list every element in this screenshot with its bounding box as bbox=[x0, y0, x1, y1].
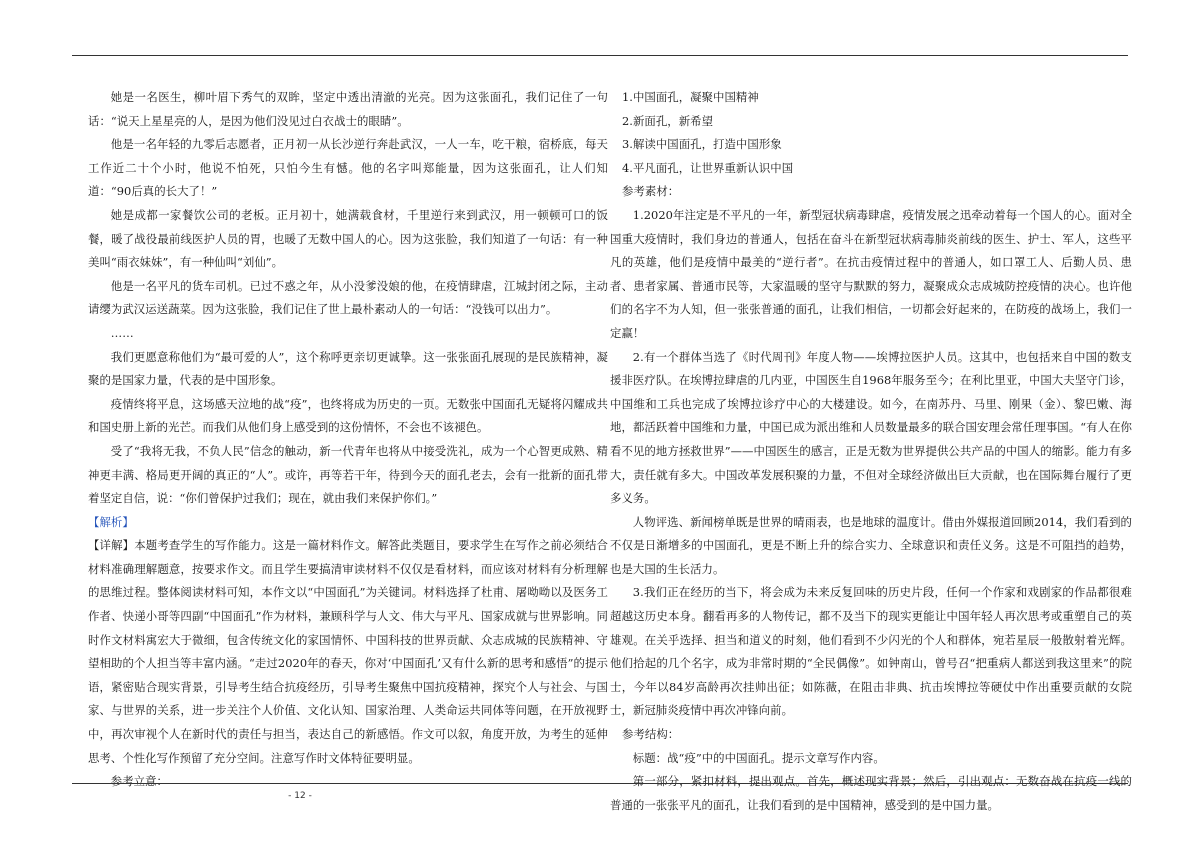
material-label: 参考素材： bbox=[622, 184, 680, 199]
page-number: - 12 - bbox=[288, 791, 312, 801]
structure-paragraph: 标题：战“疫”中的中国面孔。提示文章写作内容。 bbox=[632, 750, 885, 765]
intent-item: 4.平凡面孔，让世界重新认识中国 bbox=[622, 160, 794, 175]
body-paragraph: 疫情终将平息，这场感天泣地的战“疫”，也终将成为历史的一页。无数张中国面孔无疑将闪耀成共和国史册上新的光芒。而我们从他们身上感受到的这份情怀，不会也不该褪色。 bbox=[88, 396, 608, 435]
footer-rule bbox=[72, 783, 1128, 784]
body-paragraph: 他是一名平凡的货车司机。已过不惑之年，从小没爹没娘的他，在疫情肆虐，江城封闭之际，主动请缨为武汉运送蔬菜。因为这张脸，我们记住了世上最朴素动人的一句话：“没钱可以出力”。 bbox=[88, 278, 608, 317]
ellipsis-line: …… bbox=[110, 325, 134, 340]
body-paragraph: 她是一名医生，柳叶眉下秀气的双眸，坚定中透出清澈的光亮。因为这张面孔，我们记住了一句话：“说天上星星亮的人，是因为他们没见过白衣战士的眼睛”。 bbox=[88, 90, 608, 128]
ref-intent-label: 参考立意： bbox=[110, 774, 169, 789]
body-paragraph: 我们更愿意称他们为“最可爱的人”，这个称呼更亲切更诚挚。这一张张面孔展现的是民族精神，凝聚的是国家力量，代表的是中国形象。 bbox=[88, 349, 608, 388]
intent-item: 1.中国面孔，凝聚中国精神 bbox=[622, 90, 759, 104]
material-paragraph: 2.有一个群体当选了《时代周刊》年度人物——埃博拉医护人员。这其中，也包括来自中国的数支援非医疗队。在埃博拉肆虐的几内亚，中国医生自1968年服务至今；在利比里亚，中国大夫坚守门诊，中国维和工兵也完成了埃博拉诊疗中心的大楼建设。如今，在南苏丹、马里、刚果（金）、黎巴嫩、海地，都活跃着中国维和力量，中国已成为派出维和人员数量最多的联合国安理会常任理事国。“有人在你看不见的地方拯救世界”——中国医生的感言，正是无数为世界提供公共产品的中国人的缩影。能力有多大，责任就有多大。中国改革发展积聚的力量，不但对全球经济做出巨大贡献，也在国际舞台履行了更多义务。 bbox=[610, 349, 1132, 506]
right-column bbox=[610, 86, 1132, 817]
body-paragraph: 她是成都一家餐饮公司的老板。正月初十，她满载食材，千里逆行来到武汉，用一顿顿可口的饭餐，暖了战役最前线医护人员的胃，也暖了无数中国人的心。因为这张脸，我们知道了一句话：有一种美叫“雨衣妹妹”，有一种仙叫“刘仙”。 bbox=[88, 207, 608, 270]
header-rule bbox=[72, 55, 1128, 56]
detail-paragraph: 【详解】本题考查学生的写作能力。这是一篇材料作文。解答此类题目，要求学生在写作之前必须结合材料准确理解题意，按要求作文。而且学生要搞清审读材料不仅仅是看材料，而应该对材料有分析理解的思维过程。整体阅读材料可知，本作文以“中国面孔”为关键词。材料选择了杜甫、屠呦呦以及医务工作者、快递小哥等四副“中国面孔”作为材料，兼顾科学与人文、伟大与平凡、国家成就与世界影响。同时作文材料寓宏大于微细，包含传统文化的家国情怀、中国科技的世界贡献、众志成城的民族精神、守望相助的个人担当等丰富内涵。“走过2020年的春天，你对‘中国面孔’又有什么新的思考和感悟”的提示语，紧密贴合现实背景，引导考生结合抗疫经历，引导考生聚焦中国抗疫精神，探究个人与社会、与国家、与世界的关系，进一步关注个人价值、文化认知、国家治理、人类命运共同体等问题，在开放视野中，再次审视个人在新时代的责任与担当，表达自己的新感悟。作文可以叙，角度开放，为考生的延伸思考、个性化写作预留了充分空间。注意写作时文体特征要明显。 bbox=[88, 538, 608, 765]
structure-label: 参考结构： bbox=[622, 727, 680, 742]
material-paragraph: 3.我们正在经历的当下，将会成为未来反复回味的历史片段，任何一个作家和戏剧家的作品都很难超越这历史本身。翻看再多的人物传记，都不及当下的现实更能让中国年轻人再次思考或重塑自己的英雄观。在关乎选择、担当和道义的时刻，他们看到不少闪光的个人和群体，宛若星辰一般散射着光辉。他们拾起的几个名字，成为非常时期的“全民偶像”。如钟南山，曾号召“把重病人都送到我这里来”的院士，今年以84岁高龄再次挂帅出征；如陈薇，在阻击非典、抗击埃博拉等硬仗中作出重要贡献的女院士，新冠肺炎疫情中再次冲锋向前。 bbox=[610, 585, 1132, 718]
structure-paragraph: 第一部分，紧扣材料，提出观点。首先，概述现实背景；然后，引出观点：无数奋战在抗疫一线的普通的一张张平凡的面孔，让我们看到的是中国精神，感受到的是中国力量。 bbox=[610, 774, 1132, 812]
body-paragraph: 受了“我将无我，不负人民”信念的触动，新一代青年也将从中接受洗礼，成为一个心智更成熟、精神更丰满、格局更开阔的真正的“人”。或许，再等若干年，待到今天的面孔老去，会有一批新的面孔带着坚定自信，说：“你们曾保护过我们；现在，就由我们来保护你们。” bbox=[88, 443, 608, 506]
body-paragraph: 他是一名年轻的九零后志愿者，正月初一从长沙逆行奔赴武汉，一人一车，吃干粮，宿桥底，每天工作近二十个小时，他说不怕死，只怕今生有憾。他的名字叫郑能量，因为这张面孔，让人们知道：“90后真的长大了！” bbox=[88, 137, 608, 199]
intent-item: 3.解读中国面孔，打造中国形象 bbox=[622, 137, 782, 152]
left-column bbox=[88, 86, 608, 794]
material-paragraph: 1.2020年注定是不平凡的一年，新型冠状病毒肆虐，疫情发展之迅牵动着每一个国人的心。面对全国重大疫情时，我们身边的普通人，包括在奋斗在新型冠状病毒肺炎前线的医生、护士、军人，这些平凡的英雄，他们是疫情中最美的“逆行者”。在抗击疫情过程中的普通人，如口罩工人、后勤人员、患者、患者家属、普通市民等，大家温暖的坚守与默默的努力，凝聚成众志成城防控疫情的决心。也许他们的名字不为人知，但一张张普通的面孔，让我们相信，一切都会好起来的，在防疫的战场上，我们一定赢！ bbox=[610, 207, 1132, 340]
intent-item: 2.新面孔，新希望 bbox=[622, 113, 714, 128]
material-paragraph: 人物评选、新闻榜单既是世界的晴雨表，也是地球的温度计。借由外媒报道回顾2014，我们看到的不仅是日渐增多的中国面孔，更是不断上升的综合实力、全球意识和责任义务。这是不可阻挡的趋势，也是大国的生长活力。 bbox=[610, 514, 1132, 576]
analysis-tag: 【解析】 bbox=[88, 514, 134, 529]
